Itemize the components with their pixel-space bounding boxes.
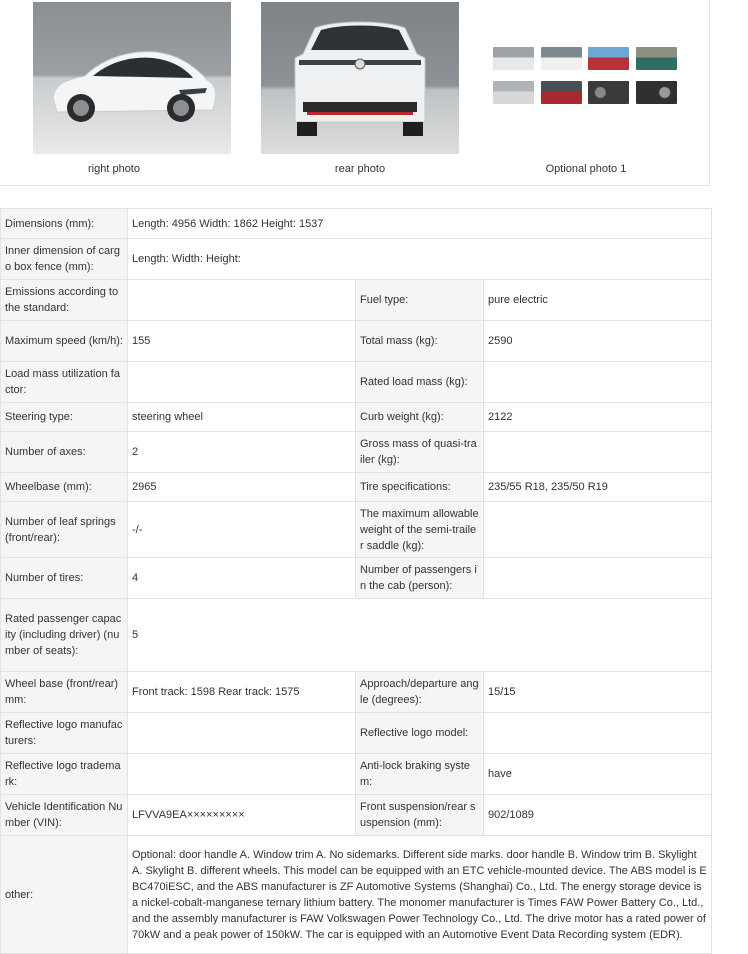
thumbnail-5[interactable] (493, 81, 534, 104)
table-row (1, 672, 712, 713)
max-speed-label: Maximum speed (km/h): (1, 321, 128, 362)
rated-load-value (484, 362, 712, 403)
thumbnail-7[interactable] (588, 81, 629, 104)
track-value: Front track: 1598 Rear track: 1575 (128, 672, 356, 713)
emissions-value (128, 280, 356, 321)
table-row (1, 795, 712, 836)
table-row (1, 836, 712, 954)
leaf-springs-label: Number of leaf springs (front/rear): (1, 502, 128, 558)
saddle-weight-label: The maximum allowable weight of the semi-trailer saddle (kg): (356, 502, 484, 558)
passenger-capacity-label: Rated passenger capacity (including driver) (number of seats): (1, 599, 128, 672)
car-rear-image (285, 18, 435, 142)
table-row (1, 321, 712, 362)
suspension-value: 902/1089 (484, 795, 712, 836)
quasi-trailer-value (484, 432, 712, 473)
load-utilization-value (128, 362, 356, 403)
thumbnail-6[interactable] (541, 81, 582, 104)
track-label: Wheel base (front/rear) mm: (1, 672, 128, 713)
table-row (1, 239, 712, 280)
fuel-type-label: Fuel type: (356, 280, 484, 321)
passenger-capacity-value: 5 (128, 599, 712, 672)
right-photo-caption: right photo (88, 163, 140, 175)
vin-label: Vehicle Identification Number (VIN): (1, 795, 128, 836)
photo-gallery (0, 0, 710, 186)
abs-value: have (484, 754, 712, 795)
rated-load-label: Rated load mass (kg): (356, 362, 484, 403)
table-row (1, 362, 712, 403)
saddle-weight-value (484, 502, 712, 558)
suspension-label: Front suspension/rear suspension (mm): (356, 795, 484, 836)
tires-count-label: Number of tires: (1, 558, 128, 599)
steering-type-value: steering wheel (128, 403, 356, 432)
table-row (1, 403, 712, 432)
table-row (1, 280, 712, 321)
curb-weight-value: 2122 (484, 403, 712, 432)
table-row (1, 713, 712, 754)
rear-photo-caption: rear photo (334, 163, 386, 175)
logo-manufacturer-value (128, 713, 356, 754)
curb-weight-label: Curb weight (kg): (356, 403, 484, 432)
cab-passengers-value (484, 558, 712, 599)
max-speed-value: 155 (128, 321, 356, 362)
tire-spec-label: Tire specifications: (356, 473, 484, 502)
axes-value: 2 (128, 432, 356, 473)
approach-angle-value: 15/15 (484, 672, 712, 713)
wheelbase-value: 2965 (128, 473, 356, 502)
vehicle-spec-table (0, 208, 712, 954)
fuel-type-value: pure electric (484, 280, 712, 321)
tire-spec-value: 235/55 R18, 235/50 R19 (484, 473, 712, 502)
tires-count-value: 4 (128, 558, 356, 599)
table-row (1, 473, 712, 502)
table-row (1, 209, 712, 239)
table-row (1, 432, 712, 473)
cab-passengers-label: Number of passengers in the cab (person): (356, 558, 484, 599)
logo-model-value (484, 713, 712, 754)
logo-trademark-label: Reflective logo trademark: (1, 754, 128, 795)
thumbnail-1[interactable] (493, 47, 534, 70)
vin-value: LFVVA9EA××××××××× (128, 795, 356, 836)
table-row (1, 558, 712, 599)
dimensions-value: Length: 4956 Width: 1862 Height: 1537 (128, 209, 712, 239)
thumbnail-8[interactable] (636, 81, 677, 104)
other-label: other: (1, 836, 128, 954)
total-mass-label: Total mass (kg): (356, 321, 484, 362)
axes-label: Number of axes: (1, 432, 128, 473)
thumbnail-2[interactable] (541, 47, 582, 70)
car-side-image (47, 40, 219, 128)
rear-photo-cell[interactable] (246, 0, 474, 186)
abs-label: Anti-lock braking system: (356, 754, 484, 795)
table-row (1, 754, 712, 795)
other-value: Optional: door handle A. Window trim A. No sidemarks. Different side marks. door handle B. Window trim B. Skylight A. Skylight B. different wheels. This model can be equipped with an ETC vehicle-mounted device. The ABS model is EBC470iESC, and the ABS manufacturer is ZF Automotive Systems (Shanghai) Co., Ltd. The energy storage device is a nickel-cobalt-manganese ternary lithium battery. The monomer manufacturer is Times FAW Power Battery Co., Ltd., and the assembly manufacturer is FAW Volkswagen Power Technology Co., Ltd. The drive motor has a rated power of 70kW and a peak power of 150kW. The car is equipped with an Automotive Event Data Recording system (EDR). (128, 836, 712, 954)
wheelbase-label: Wheelbase (mm): (1, 473, 128, 502)
cargo-dimension-label: Inner dimension of cargo box fence (mm): (1, 239, 128, 280)
emissions-label: Emissions according to the standard: (1, 280, 128, 321)
logo-trademark-value (128, 754, 356, 795)
thumbnail-3[interactable] (588, 47, 629, 70)
total-mass-value: 2590 (484, 321, 712, 362)
cargo-dimension-value: Length: Width: Height: (128, 239, 712, 280)
steering-type-label: Steering type: (1, 403, 128, 432)
load-utilization-label: Load mass utilization factor: (1, 362, 128, 403)
dimensions-label: Dimensions (mm): (1, 209, 128, 239)
table-row (1, 502, 712, 558)
approach-angle-label: Approach/departure angle (degrees): (356, 672, 484, 713)
right-photo[interactable] (33, 2, 231, 154)
optional-photo-caption: Optional photo 1 (545, 163, 627, 175)
table-row (1, 599, 712, 672)
thumbnail-4[interactable] (636, 47, 677, 70)
logo-model-label: Reflective logo model: (356, 713, 484, 754)
right-photo-cell[interactable] (0, 0, 228, 186)
logo-manufacturer-label: Reflective logo manufacturers: (1, 713, 128, 754)
rear-photo[interactable] (261, 2, 459, 154)
quasi-trailer-label: Gross mass of quasi-trailer (kg): (356, 432, 484, 473)
leaf-springs-value: -/- (128, 502, 356, 558)
